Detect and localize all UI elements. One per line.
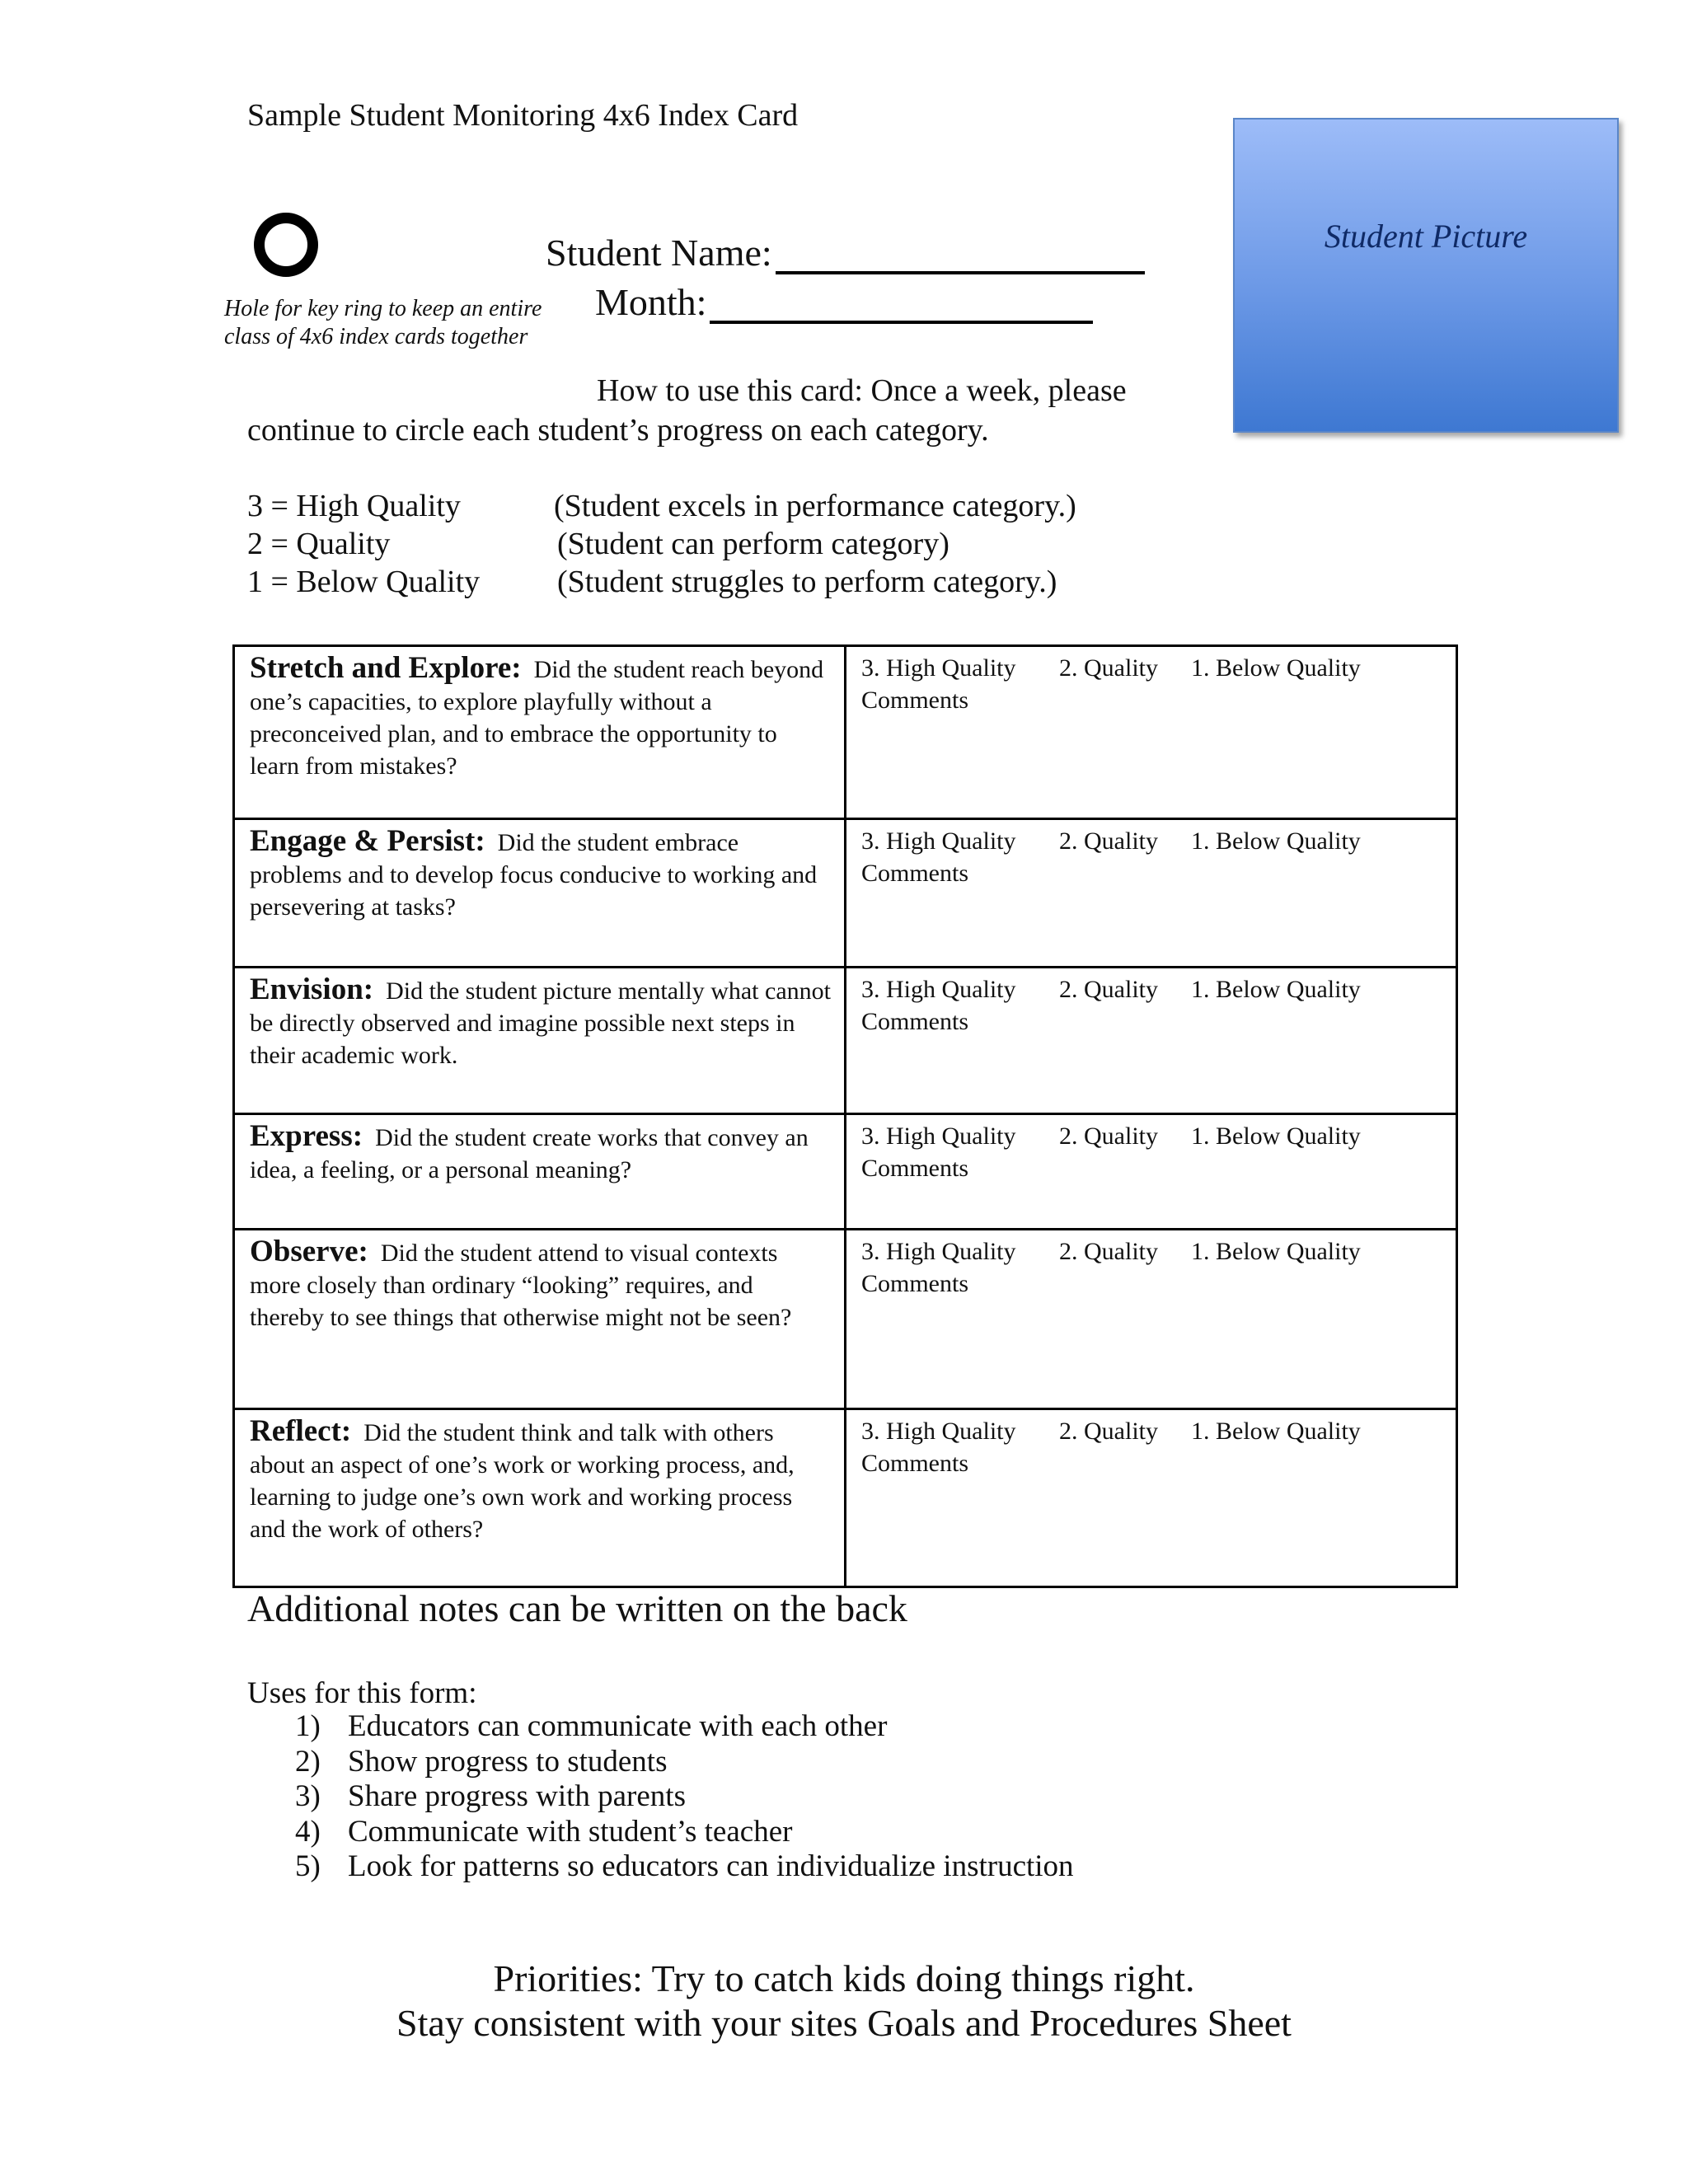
scale-description: (Student struggles to perform category.) (557, 565, 1057, 599)
rating-options (861, 825, 1444, 857)
list-number: 1) (295, 1709, 321, 1743)
table-row (234, 646, 1457, 819)
category-name: Stretch and Explore: (250, 651, 522, 685)
rating-options (861, 1235, 1444, 1268)
scale-description: (Student excels in performance category.) (554, 489, 1076, 523)
rating-below-quality[interactable]: 1. Below Quality (1191, 1238, 1361, 1265)
rating-high-quality[interactable]: 3. High Quality (861, 1418, 1016, 1445)
category-cell (234, 819, 846, 968)
key-ring-hole-icon (254, 213, 318, 277)
rating-cell[interactable] (846, 1114, 1457, 1230)
list-item (295, 1745, 1074, 1780)
scale-label: 1 = Below Quality (247, 565, 481, 599)
category-question: Did the student attend to visual contexts more closely than ordinary “looking” requires, and thereby to see things that otherwise might not be seen? (250, 1240, 792, 1331)
table-row (234, 968, 1457, 1114)
table-row (234, 1230, 1457, 1409)
category-name: Envision: (250, 972, 374, 1006)
category-question: Did the student picture mentally what cannot be directly observed and imagine possible next steps in their academic work. (250, 977, 831, 1069)
list-number: 3) (295, 1779, 321, 1813)
category-question: Did the student embrace problems and to develop focus conducive to working and persevering at tasks? (250, 829, 818, 921)
list-item (295, 1849, 1074, 1885)
month-label: Month: (595, 281, 707, 323)
rating-quality[interactable]: 2. Quality (1059, 1418, 1158, 1445)
rating-cell[interactable] (846, 968, 1457, 1114)
comments-label: Comments (861, 687, 969, 714)
hole-caption-line-1: Hole for key ring to keep an entire (224, 296, 542, 321)
list-item (295, 1815, 1074, 1850)
student-picture-placeholder (1233, 118, 1619, 433)
rating-quality[interactable]: 2. Quality (1059, 827, 1158, 855)
list-number: 4) (295, 1814, 321, 1849)
student-name-blank[interactable] (776, 241, 1145, 274)
list-number: 5) (295, 1849, 321, 1883)
rating-high-quality[interactable]: 3. High Quality (861, 976, 1016, 1003)
hole-caption (224, 295, 542, 351)
category-cell (234, 1114, 846, 1230)
scale-row-2 (247, 526, 950, 562)
rating-high-quality[interactable]: 3. High Quality (861, 654, 1016, 682)
scale-label: 3 = High Quality (247, 489, 461, 523)
table-row (234, 819, 1457, 968)
list-number: 2) (295, 1744, 321, 1779)
comments-label: Comments (861, 860, 969, 887)
rating-below-quality[interactable]: 1. Below Quality (1191, 1122, 1361, 1150)
list-text: Look for patterns so educators can individualize instruction (348, 1849, 1074, 1883)
rating-quality[interactable]: 2. Quality (1059, 654, 1158, 682)
rating-cell[interactable] (846, 819, 1457, 968)
comments-label: Comments (861, 1008, 969, 1035)
student-picture-label: Student Picture (1324, 218, 1528, 255)
rating-quality[interactable]: 2. Quality (1059, 1238, 1158, 1265)
category-name: Express: (250, 1119, 363, 1153)
list-text: Share progress with parents (348, 1779, 686, 1813)
category-question: Did the student reach beyond one’s capacities, to explore playfully without a preconceived plan, and to embrace the opportunity to learn from mistakes? (250, 656, 824, 780)
category-cell (234, 968, 846, 1114)
student-name-field[interactable] (546, 231, 1145, 274)
comments-label: Comments (861, 1155, 969, 1182)
list-item (295, 1709, 1074, 1745)
list-text: Communicate with student’s teacher (348, 1814, 793, 1849)
category-name: Engage & Persist: (250, 824, 485, 858)
scale-row-3 (247, 488, 1076, 524)
instructions-line-1: How to use this card: Once a week, please (597, 373, 1127, 408)
list-text: Show progress to students (348, 1744, 668, 1779)
rating-options (861, 652, 1444, 684)
rating-below-quality[interactable]: 1. Below Quality (1191, 976, 1361, 1003)
category-cell (234, 646, 846, 819)
rating-below-quality[interactable]: 1. Below Quality (1191, 654, 1361, 682)
uses-title: Uses for this form: (247, 1676, 477, 1710)
additional-notes: Additional notes can be written on the back (247, 1587, 907, 1629)
category-cell (234, 1230, 846, 1409)
category-name: Reflect: (250, 1414, 352, 1448)
category-name: Observe: (250, 1235, 368, 1268)
comments-label: Comments (861, 1450, 969, 1477)
month-blank[interactable] (710, 291, 1093, 324)
rating-options (861, 973, 1444, 1005)
category-question: Did the student think and talk with others about an aspect of one’s work or working process, and, learning to judge one’s own work and working process and the work of others? (250, 1419, 795, 1543)
rating-below-quality[interactable]: 1. Below Quality (1191, 827, 1361, 855)
rating-quality[interactable]: 2. Quality (1059, 1122, 1158, 1150)
list-text: Educators can communicate with each other (348, 1709, 888, 1743)
category-cell (234, 1409, 846, 1587)
table-row (234, 1409, 1457, 1587)
scale-row-1 (247, 564, 1057, 600)
scale-label: 2 = Quality (247, 527, 391, 561)
rating-options (861, 1120, 1444, 1152)
rating-cell[interactable] (846, 1230, 1457, 1409)
table-row (234, 1114, 1457, 1230)
rating-high-quality[interactable]: 3. High Quality (861, 1238, 1016, 1265)
student-name-label: Student Name: (546, 232, 772, 274)
comments-label: Comments (861, 1270, 969, 1297)
rating-cell[interactable] (846, 1409, 1457, 1587)
hole-caption-line-2: class of 4x6 index cards together (224, 324, 528, 349)
instructions-line-2: continue to circle each student’s progress on each category. (247, 413, 989, 448)
rating-quality[interactable]: 2. Quality (1059, 976, 1158, 1003)
page-title: Sample Student Monitoring 4x6 Index Card (247, 98, 799, 133)
category-question: Did the student create works that convey an idea, a feeling, or a personal meaning? (250, 1124, 809, 1183)
month-field[interactable] (595, 280, 1093, 324)
priorities-line-1: Priorities: Try to catch kids doing things right. (493, 1957, 1195, 1999)
rating-cell[interactable] (846, 646, 1457, 819)
rating-below-quality[interactable]: 1. Below Quality (1191, 1418, 1361, 1445)
scale-description: (Student can perform category) (557, 527, 950, 561)
monitoring-table (232, 644, 1458, 1588)
rating-high-quality[interactable]: 3. High Quality (861, 1122, 1016, 1150)
rating-high-quality[interactable]: 3. High Quality (861, 827, 1016, 855)
list-item (295, 1779, 1074, 1815)
uses-list (295, 1709, 1074, 1885)
rating-options (861, 1415, 1444, 1447)
priorities-line-2: Stay consistent with your sites Goals and Procedures Sheet (396, 2002, 1292, 2044)
